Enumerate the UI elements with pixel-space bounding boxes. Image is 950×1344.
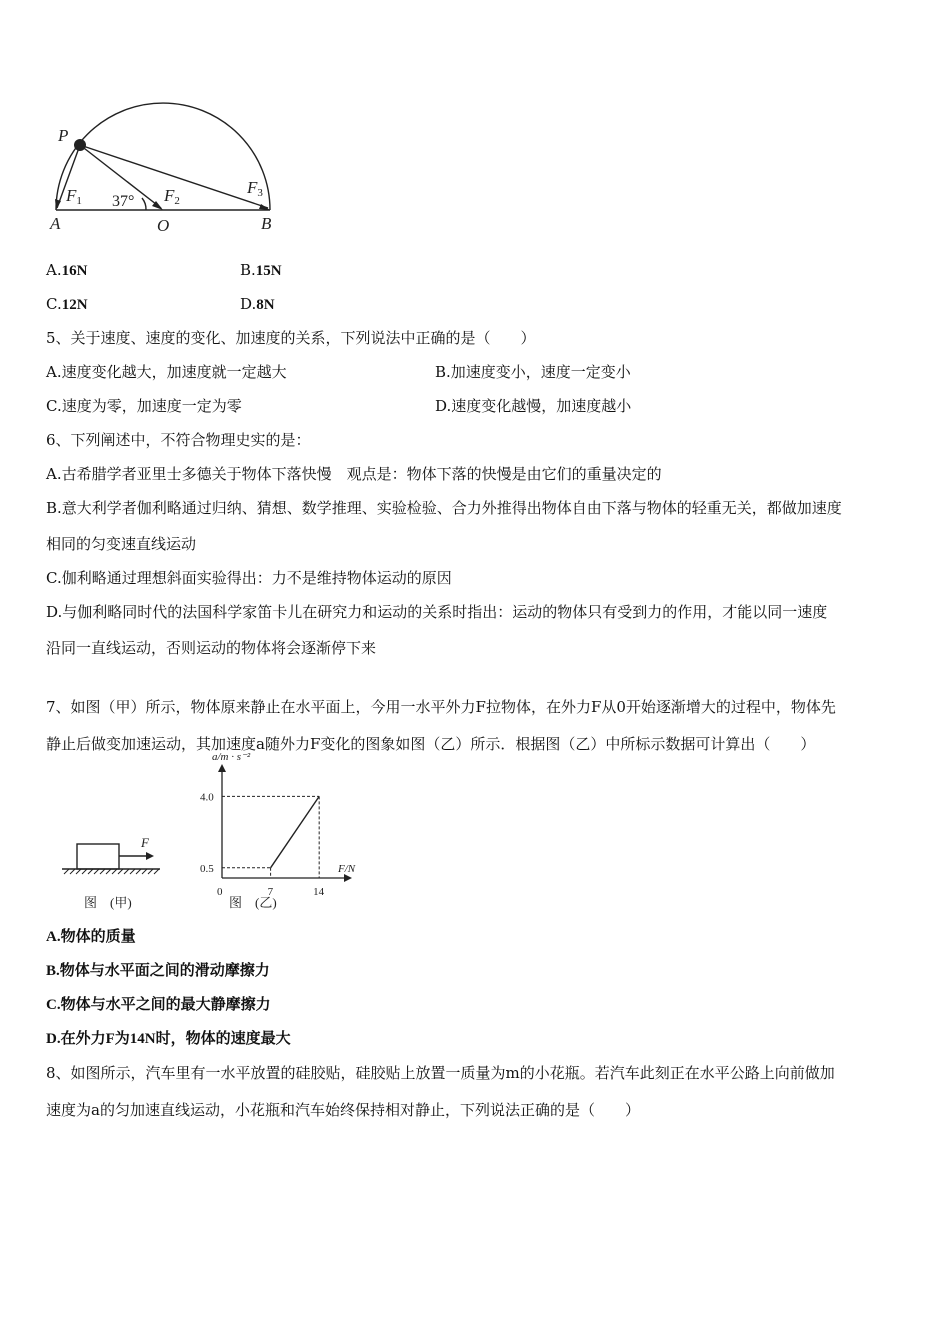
ground-hatch xyxy=(64,869,159,874)
block xyxy=(77,844,119,869)
force-label: F xyxy=(141,835,149,850)
x-axis-label: F/N xyxy=(338,863,356,875)
q8-stem-line2: 速度为a的匀加速直线运动，小花瓶和汽车始终保持相对静止，下列说法正确的是（ ） xyxy=(46,1101,640,1119)
q5-option-d: D.速度变化越慢，加速度越小 xyxy=(435,397,632,415)
q4-option-a: A.16N xyxy=(46,261,88,279)
angle-label: 37° xyxy=(112,193,135,210)
y-axis-arrowhead xyxy=(218,764,226,772)
q6-option-c: C.伽利略通过理想斜面实验得出：力不是维持物体运动的原因 xyxy=(46,569,452,587)
q5-option-c: C.速度为零，加速度一定为零 xyxy=(46,397,242,415)
q5-option-a: A.速度变化越大，加速度就一定越大 xyxy=(46,363,287,381)
q5-option-b: B.加速度变小，速度一定变小 xyxy=(435,363,631,381)
x-axis-arrowhead xyxy=(344,874,352,882)
q7-option-b: B.物体与水平面之间的滑动摩擦力 xyxy=(46,963,270,979)
figure-yi-caption: 图 (乙) xyxy=(229,895,277,910)
figure-jia xyxy=(56,830,176,915)
q7-option-d: D.在外力F为14N时，物体的速度最大 xyxy=(46,1031,291,1047)
semicircle-arc xyxy=(56,103,270,210)
semicircle-force-figure xyxy=(40,100,300,240)
force-arrowhead xyxy=(146,852,154,860)
f3-arrowhead xyxy=(259,204,270,210)
q7-option-c: C.物体与水平之间的最大静摩擦力 xyxy=(46,997,271,1013)
q4-option-b: B.15N xyxy=(240,261,282,279)
figure-yi-chart xyxy=(196,751,356,918)
label-o: O xyxy=(157,216,170,235)
q6-option-d-line1: D.与伽利略同时代的法国科学家笛卡儿在研究力和运动的关系时指出：运动的物体只有受到力的作用，才能以同一速度 xyxy=(46,603,828,621)
label-b: B xyxy=(261,214,272,233)
q6-option-d-line2: 沿同一直线运动，否则运动的物体将会逐渐停下来 xyxy=(46,639,377,657)
q7-stem-line2: 静止后做变加速运动，其加速度a随外力F变化的图象如图（乙）所示．根据图（乙）中所标示数据可计算出（ ） xyxy=(46,735,816,753)
label-f1: F1 xyxy=(66,186,82,207)
q8-stem-line1: 8、如图所示，汽车里有一水平放置的硅胶贴，硅胶贴上放置一质量为m的小花瓶。若汽车此刻正在水平公路上向前做加 xyxy=(46,1064,835,1082)
point-p xyxy=(74,139,86,151)
y-axis-label: a/m · s⁻² xyxy=(212,751,251,763)
x-tick-label: 7 xyxy=(267,886,274,898)
q7-option-a: A.物体的质量 xyxy=(46,929,136,945)
series-line xyxy=(271,796,320,867)
label-p: P xyxy=(58,126,69,145)
label-f3: F3 xyxy=(247,178,263,199)
q4-option-d: D.8N xyxy=(240,295,275,313)
q5-stem: 5、关于速度、速度的变化、加速度的关系，下列说法中正确的是（ ） xyxy=(46,329,536,347)
angle-arc xyxy=(142,198,146,210)
x-tick-label: 0 xyxy=(217,886,223,898)
q4-option-c: C.12N xyxy=(46,295,88,313)
q6-option-a: A.古希腊学者亚里士多德关于物体下落快慢 观点是：物体下落的快慢是由它们的重量决定的 xyxy=(46,465,662,483)
figure-jia-caption: 图 (甲) xyxy=(84,895,132,910)
x-tick-label: 14 xyxy=(313,886,325,898)
q6-option-b-line1: B.意大利学者伽利略通过归纳、猜想、数学推理、实验检验、合力外推得出物体自由下落与物体的轻重无关，都做加速度 xyxy=(46,499,842,517)
q6-stem: 6、下列阐述中，不符合物理史实的是： xyxy=(46,431,311,449)
y-tick-label: 4.0 xyxy=(200,791,214,804)
q6-option-b-line2: 相同的匀变速直线运动 xyxy=(46,535,197,553)
label-f2: F2 xyxy=(164,186,180,207)
y-tick-label: 0.5 xyxy=(200,862,214,875)
q7-stem-line1: 7、如图（甲）所示，物体原来静止在水平面上，今用一水平外力F拉物体，在外力F从0开始逐渐增大的过程中，物体先 xyxy=(46,698,836,716)
label-a: A xyxy=(50,214,61,233)
